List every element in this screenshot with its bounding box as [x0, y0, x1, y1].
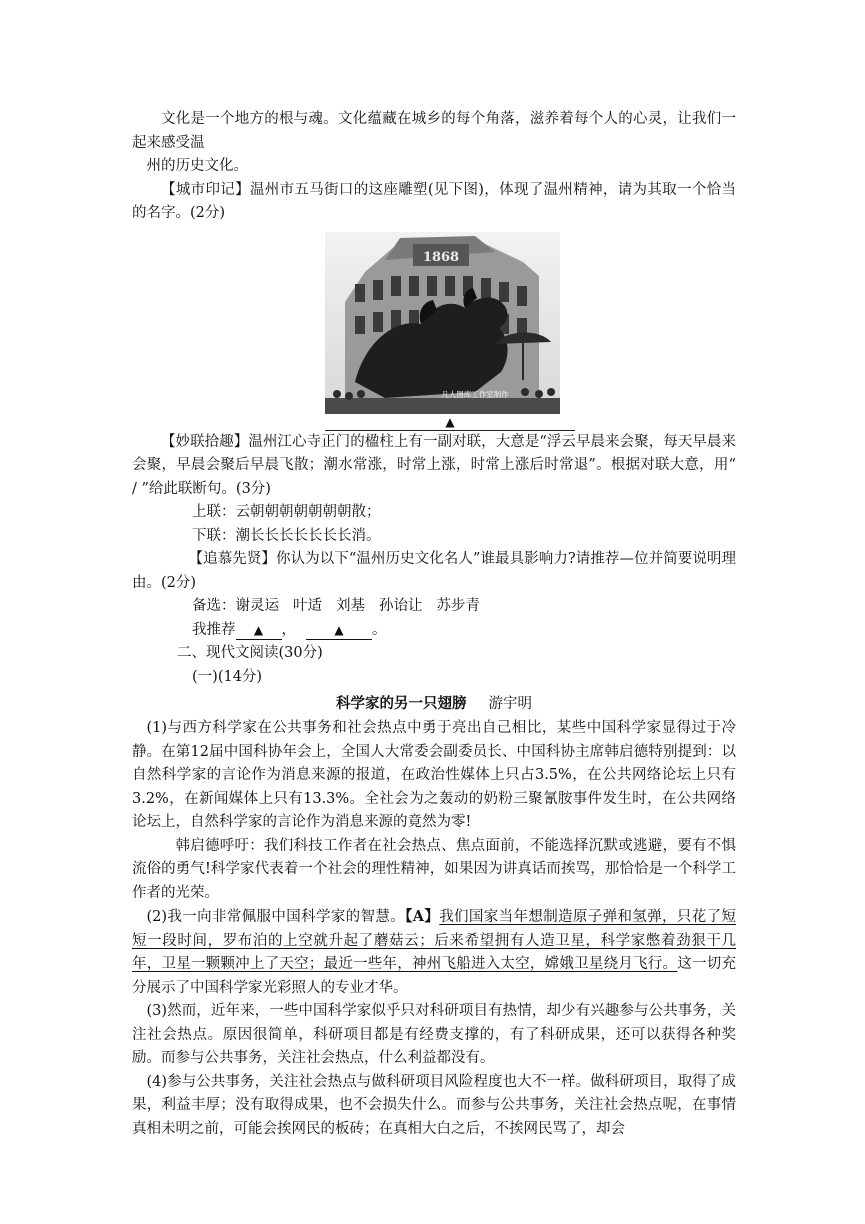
- article-author: 游宇明: [488, 696, 532, 712]
- options-label: 备选：: [192, 598, 236, 614]
- sculpture-figure: [325, 232, 575, 431]
- intro-line-2: 州的历史文化。: [146, 158, 248, 174]
- sculpture-photo: [325, 232, 560, 414]
- paragraph-2-lead: (2)我一向非常佩服中国科学家的智慧。: [146, 909, 406, 925]
- couplet-lower: 下联：潮长长长长长长长消。: [192, 527, 381, 544]
- recommend-blank-1: [236, 621, 282, 640]
- question-sage-text: 【追慕先贤】你认为以下“温州历史文化名人”谁最具影响力?请推荐—位并简要说明理由。(2分): [132, 551, 736, 591]
- photo-watermark: 凡人图库工作室制作: [441, 389, 509, 399]
- intro-line-1: 文化是一个地方的根与魂。文化蕴藏在城乡的每个角落，滋养着每个人的心灵，让我们一起来感受温: [132, 111, 736, 151]
- option-item: 谢灵运: [235, 598, 279, 614]
- recommend-line: [132, 619, 736, 643]
- answer-triangle-icon: ▲: [445, 414, 455, 429]
- marker-a: 【A】: [405, 908, 440, 925]
- sage-options: [132, 595, 736, 619]
- building-sign-text: 1868: [422, 249, 460, 265]
- recommend-label: 我推荐: [192, 621, 236, 638]
- blank-triangle-icon: ▲: [334, 622, 344, 637]
- option-item: 叶适: [293, 598, 322, 614]
- section-heading: 二、现代文阅读(30分): [177, 645, 323, 661]
- underlined-sentence: 我们国家当年想制造原子弹和氢弹，只花了短短一段时间，罗布泊的上空就升起了蘑菇云；后来希望拥有人造卫星，科学家憋着劲狠干几年，卫星一颗颗冲上了天空；最近一些年，神州飞船进入太空，嫦娥卫星绕月飞行。: [132, 909, 736, 972]
- article-title: 科学家的另一只翅膀: [336, 696, 467, 712]
- document-body: [132, 108, 736, 1141]
- article-paragraph-3: (3)然而，近年来，一些中国科学家似乎只对科研项目有热情，却少有兴趣参与公共事务，关注社会热点。原因很简单，科研项目都是有经费支撑的，有了科研成果，还可以获得各种奖励。而参与公共事务，关注社会热点，什么利益都没有。: [132, 1003, 736, 1066]
- article-heading: [132, 691, 736, 717]
- blank-triangle-icon: ▲: [253, 622, 264, 637]
- answer-line: [325, 414, 575, 431]
- option-item: 孙诒让: [379, 598, 423, 614]
- article-paragraph-4: (4)参与公共事务，关注社会热点与做科研项目风险程度也大不一样。做科研项目，取得了成果，利益丰厚；没有取得成果，也不会损失什么。而参与公共事务，关注社会热点呢，在事情真相未明之前，可能会挨网民的板砖；在真相大白之后，不挨网民骂了，却会: [132, 1073, 736, 1137]
- recommend-period: 。: [372, 621, 387, 638]
- option-item: 刘基: [336, 598, 365, 614]
- option-item: 苏步青: [436, 598, 480, 614]
- paragraph-2-tail: 这一切充分展示了中国科学家光彩照人的专业才华。: [132, 956, 737, 996]
- article-paragraph-1b: 韩启德呼吁：我们科技工作者在社会热点、焦点面前，不能选择沉默或逃避，要有不惧流俗的勇气!科学家代表着一个社会的理性精神，如果因为讲真话而挨骂，那恰恰是一个科学工作者的光荣。: [132, 837, 736, 901]
- article-paragraph-1: (1)与西方科学家在公共事务和社会热点中勇于亮出自己相比，某些中国科学家显得过于冷静。在第12届中国科协年会上，全国人大常委会副委员长、中国科协主席韩启德特别提到：以自然科学家的言论作为消息来源的报道，在政治性媒体上只占3.5%，在公共网络论坛上只有3.2%，在新闻媒体上只有13.3%。全社会为之轰动的奶粉三聚氰胺事件发生时，在公共网络论坛上，自然科学家的言论作为消息来源的竟然为零!: [132, 720, 736, 830]
- subsection-heading: (一)(14分): [192, 668, 263, 685]
- question-couplet: 【妙联拾趣】温州江心寺正门的楹柱上有一副对联，大意是“浮云早晨来会聚，每天早晨来会聚，早晨会聚后早晨飞散；潮水常涨，时常上涨，时常上涨后时常退”。根据对联大意，用“ / ”给此联断句。(3分): [132, 433, 736, 497]
- question-city-imprint: 【城市印记】温州市五马街口的这座雕塑(见下图)，体现了温州精神，请为其取一个恰当的名字。(2分): [132, 181, 736, 221]
- recommend-comma: ，: [281, 621, 296, 638]
- couplet-upper: 上联：云朝朝朝朝朝朝朝散；: [192, 504, 381, 520]
- recommend-blank-2: [306, 621, 372, 640]
- question-sage: [132, 548, 736, 595]
- article-paragraph-2: [132, 905, 736, 1000]
